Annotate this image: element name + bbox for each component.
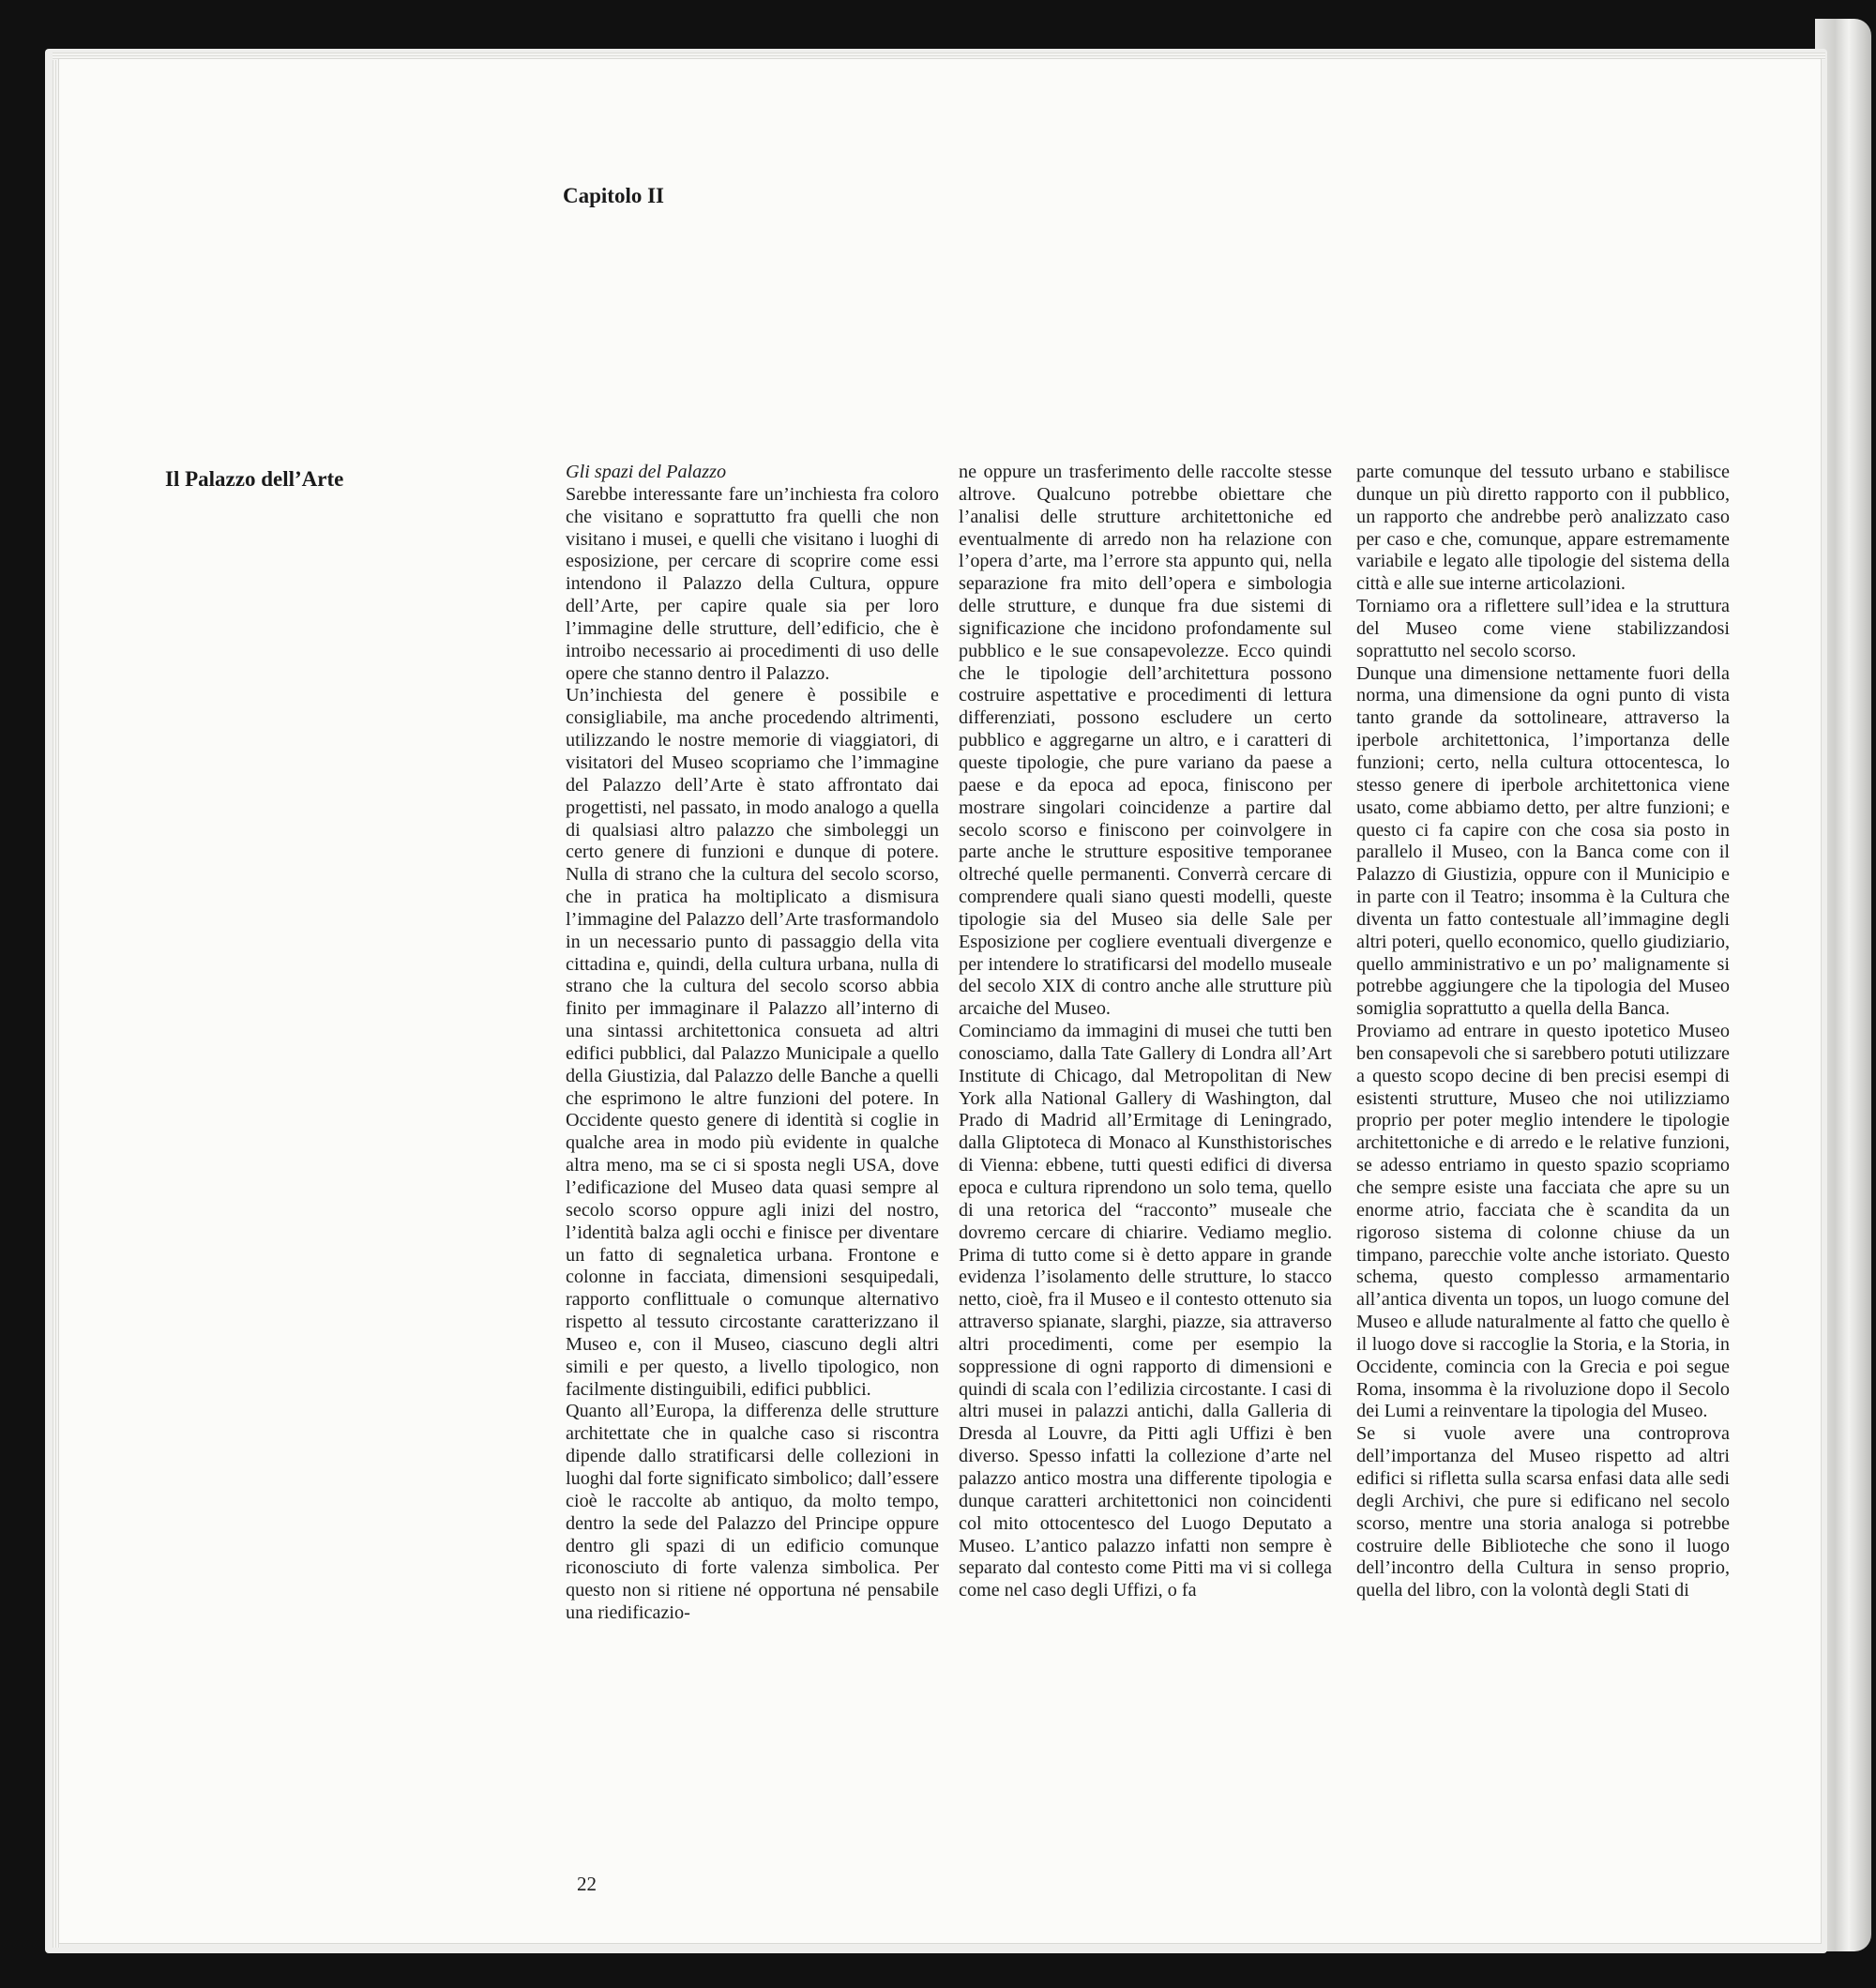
paragraph: Proviamo ad entrare in questo ipotetico Museo ben consapevoli che si sarebbero potuti utilizzare a questo scopo decine di ben precisi esempi di esistenti strutture, Museo che noi utilizziamo proprio per poter meglio intendere le tipologie architettoniche e di arredo e le relative funzioni, se adesso entriamo in questo spazio scopriamo che sempre esiste una facciata che apre su un enorme atrio, facciata che è scandita da un rigoroso sistema di colonne chiuse da un timpano, parecchie volte anche istoriato. Questo schema, questo complesso armamentario all’antica diventa un topos, un luogo comune del Museo e allude naturalmente al fatto che quello è il luogo dove si raccoglie la Storia, e la Storia, in Occidente, comincia con la Grecia e poi segue Roma, insomma è la rivoluzione dopo il Secolo dei Lumi a reinventare la tipologia del Museo. bbox=[1356, 1021, 1730, 1422]
paragraph: Torniamo ora a riflettere sull’idea e la struttura del Museo come viene stabilizzandosi soprattutto nel secolo scorso. bbox=[1356, 596, 1730, 661]
paragraph: parte comunque del tessuto urbano e stabilisce dunque un più diretto rapporto con il pubblico, un rapporto che andrebbe però analizzato caso per caso e che, comunque, appare estremamente variabile e legato alle tipologie del sistema della città e alle sue interne articolazioni. bbox=[1356, 462, 1730, 595]
column-subheading: Gli spazi del Palazzo bbox=[566, 462, 727, 482]
paragraph: Sarebbe interessante fare un’inchiesta fra coloro che visitano e soprattutto fra quelli che non visitano i musei, e quelli che visitano i luoghi di esposizione, per cercare di scoprire come essi intendono il Palazzo della Cultura, oppure dell’Arte, per capire quale sia per loro l’immagine delle strutture, dell’edificio, che è introibo necessario ai procedimenti di uso delle opere che stanno dentro il Palazzo. bbox=[566, 483, 939, 684]
paragraph: Dunque una dimensione nettamente fuori della norma, una dimensione da ogni punto di vista tanto grande da sottolineare, attraverso la iperbole architettonica, l’importanza delle funzioni; certo, nella cultura ottocentesca, lo stesso genere di iperbole architettonica viene usato, come abbiamo detto, per altre funzioni; e questo ci fa capire con che cosa sia posto in parallelo il Museo, con la Banca come con il Palazzo di Giustizia, oppure con il Municipio e in parte con il Teatro; insomma è la Cultura che diventa un fatto contestuale all’immagine degli altri poteri, quello economico, quello giudiziario, quello amministrativo e un po’ malignamente si potrebbe aggiungere che la tipologia del Museo somiglia soprattutto a quella della Banca. bbox=[1356, 662, 1730, 1020]
paragraph: Un’inchiesta del genere è possibile e consigliabile, ma anche procedendo altrimenti, utilizzando le nostre memorie di viaggiatori, di visitatori del Museo scopriamo che l’immagine del Palazzo dell’Arte è stato affrontato dai progettisti, nel passato, in modo analogo a quella di qualsiasi altro palazzo che simboleggi un certo genere di funzioni e dunque di potere. Nulla di strano che la cultura del secolo scorso, che in pratica ha moltiplicato a dismisura l’immagine del Palazzo dell’Arte trasformandolo in un necessario punto di passaggio della vita cittadina e, quindi, della cultura urbana, nulla di strano che la cultura del secolo scorso abbia finito per immaginare il Palazzo all’interno di una sintassi architettonica consueta ad altri edifici pubblici, dal Palazzo Municipale a quello della Giustizia, dal Palazzo delle Banche a quelli che esprimono le altre funzioni del potere. In Occidente questo genere di identità si coglie in qualche area in modo più evidente in qualche altra meno, ma se ci si sposta negli USA, dove l’edificazione del Museo data quasi sempre al secolo scorso oppure agli inizi del nostro, l’identità balza agli occhi e finisce per diventare un fatto di segnaletica urbana. Frontone e colonne in facciata, dimensioni sesquipedali, rapporto conflittuale o comunque alternativo rispetto al tessuto circostante caratterizzano il Museo e, con il Museo, ciascuno degli altri simili e per questo, a livello tipologico, non facilmente distinguibili, edifici pubblici. bbox=[566, 685, 939, 1400]
page-number: 22 bbox=[577, 1873, 597, 1895]
paragraph: Quanto all’Europa, la differenza delle strutture architettate che in qualche caso si riscontra dipende dallo stratificarsi delle collezioni in luoghi dal forte significato simbolico; dall’essere cioè le raccolte ab antiquo, da molto tempo, dentro la sede del Palazzo del Principe oppure dentro gli spazi di un edificio comunque riconosciuto di forte valenza simbolica. Per questo non si ritiene né opportuna né pensabile una riedificazio- bbox=[566, 1401, 939, 1624]
paragraph: ne oppure un trasferimento delle raccolte stesse altrove. Qualcuno potrebbe obiettare che l’analisi delle strutture architettoniche ed eventualmente di arredo non ha relazione con l’opera d’arte, ma l’errore sta appunto qui, nella separazione fra mito dell’opera e simbologia delle strutture, e dunque fra due sistemi di significazione che incidono profondamente sul pubblico e le sue consapevolezze. Ecco quindi che le tipologie dell’architettura possono costruire aspettative e procedimenti di lettura differenziati, possono escludere un certo pubblico e aggregarne un altro, e i caratteri di queste tipologie, che pure variano da paese a paese e da epoca ad epoca, finiscono per mostrare singolari coincidenze a partire dal secolo scorso e finiscono per coinvolgere in parte anche le strutture espositive temporanee oltreché quelle permanenti. Converrà cercare di comprendere quali siano questi modelli, queste tipologie sia del Museo sia delle Sale per Esposizione per cogliere eventuali divergenze e per intendere lo stratificarsi del modello museale del secolo XIX di contro anche alle strutture più arcaiche del Museo. bbox=[959, 462, 1332, 1020]
paragraph: Se si vuole avere una controprova dell’importanza del Museo rispetto ad altri edifici si rifletta sulla scarsa enfasi data alle sedi degli Archivi, che pure si edificano nel secolo scorso, mentre una storia analoga si potrebbe costruire delle Biblioteche che sono il luogo dell’incontro della Cultura in senso proprio, quella del libro, con la volontà degli Stati di bbox=[1356, 1423, 1730, 1601]
paragraph: Cominciamo da immagini di musei che tutti ben conosciamo, dalla Tate Gallery di Londra all’Art Institute di Chicago, dal Metropolitan di New York alla National Gallery di Washington, dal Prado di Madrid all’Ermitage di Leningrado, dalla Gliptoteca di Monaco al Kunsthistorisches di Vienna: ebbene, tutti questi edifici di diversa epoca e cultura riprendono un solo tema, quello di una retorica del “racconto” museale che dovremo cercare di chiarire. Vediamo meglio. Prima di tutto come si è detto appare in grande evidenza l’isolamento delle strutture, lo stacco netto, cioè, fra il Museo e il contesto ottenuto sia attraverso spianate, slarghi, piazze, sia attraverso altri procedimenti, come per esempio la soppressione di ogni rapporto di dimensioni e quindi di scala con l’edilizia circostante. I casi di altri musei in palazzi antichi, dalla Galleria di Dresda al Louvre, da Pitti agli Uffizi è ben diverso. Spesso infatti la collezione d’arte nel palazzo antico mostra una differente tipologia e dunque caratteri architettonici non coincidenti col mito ottocentesco del Luogo Deputato a Museo. L’antico palazzo infatti non sempre è separato dal contesto come Pitti ma vi si collega come nel caso degli Uffizi, o fa bbox=[959, 1021, 1332, 1601]
text-column-3 bbox=[1356, 462, 1730, 1602]
chapter-title: Capitolo II bbox=[563, 184, 664, 207]
section-heading: Il Palazzo dell’Arte bbox=[165, 467, 344, 491]
text-column-2 bbox=[959, 462, 1332, 1602]
text-column-1 bbox=[566, 462, 939, 1625]
